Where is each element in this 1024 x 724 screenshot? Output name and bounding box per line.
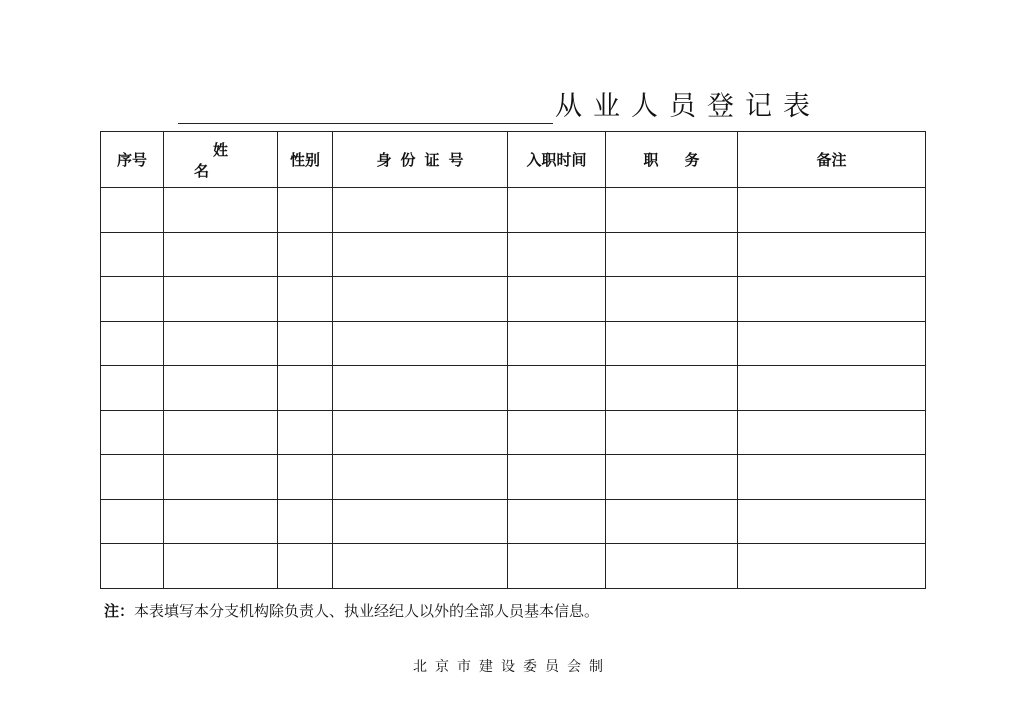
header-remarks: 备注 (738, 132, 926, 188)
cell-id-number[interactable] (333, 410, 508, 455)
header-name: 姓名 (164, 132, 278, 188)
table-row (101, 544, 926, 589)
cell-name[interactable] (164, 499, 278, 544)
table-row (101, 366, 926, 411)
cell-name[interactable] (164, 410, 278, 455)
header-hire-date: 入职时间 (508, 132, 606, 188)
cell-remarks[interactable] (738, 321, 926, 366)
cell-name[interactable] (164, 455, 278, 500)
cell-gender[interactable] (278, 410, 333, 455)
table-row (101, 188, 926, 233)
table-row (101, 277, 926, 322)
cell-remarks[interactable] (738, 455, 926, 500)
cell-name[interactable] (164, 321, 278, 366)
cell-position[interactable] (606, 544, 738, 589)
cell-hire-date[interactable] (508, 544, 606, 589)
note-text: 本表填写本分支机构除负责人、执业经纪人以外的全部人员基本信息。 (134, 602, 600, 620)
cell-remarks[interactable] (738, 232, 926, 277)
cell-name[interactable] (164, 277, 278, 322)
cell-hire-date[interactable] (508, 188, 606, 233)
cell-id-number[interactable] (333, 366, 508, 411)
cell-name[interactable] (164, 188, 278, 233)
cell-id-number[interactable] (333, 277, 508, 322)
cell-remarks[interactable] (738, 499, 926, 544)
cell-seq[interactable] (101, 366, 164, 411)
cell-position[interactable] (606, 188, 738, 233)
form-title: 从业人员登记表 (555, 91, 821, 122)
table-body (101, 188, 926, 589)
cell-gender[interactable] (278, 544, 333, 589)
cell-seq[interactable] (101, 321, 164, 366)
cell-hire-date[interactable] (508, 366, 606, 411)
cell-seq[interactable] (101, 410, 164, 455)
registration-table (100, 131, 926, 589)
cell-gender[interactable] (278, 366, 333, 411)
cell-gender[interactable] (278, 232, 333, 277)
header-position: 职务 (606, 132, 738, 188)
cell-id-number[interactable] (333, 232, 508, 277)
cell-hire-date[interactable] (508, 499, 606, 544)
header-seq: 序号 (101, 132, 164, 188)
cell-gender[interactable] (278, 188, 333, 233)
table-header-row (101, 132, 926, 188)
cell-hire-date[interactable] (508, 455, 606, 500)
cell-id-number[interactable] (333, 544, 508, 589)
table-row (101, 321, 926, 366)
form-title-row (178, 84, 821, 124)
cell-position[interactable] (606, 499, 738, 544)
cell-remarks[interactable] (738, 366, 926, 411)
table-row (101, 232, 926, 277)
cell-seq[interactable] (101, 544, 164, 589)
form-note (104, 601, 599, 621)
organization-name-blank[interactable] (178, 89, 553, 124)
table-row (101, 410, 926, 455)
cell-position[interactable] (606, 232, 738, 277)
cell-remarks[interactable] (738, 188, 926, 233)
cell-hire-date[interactable] (508, 410, 606, 455)
cell-name[interactable] (164, 232, 278, 277)
cell-id-number[interactable] (333, 499, 508, 544)
cell-id-number[interactable] (333, 188, 508, 233)
note-label: 注： (104, 602, 135, 620)
cell-id-number[interactable] (333, 455, 508, 500)
cell-seq[interactable] (101, 455, 164, 500)
cell-name[interactable] (164, 544, 278, 589)
cell-seq[interactable] (101, 232, 164, 277)
issuer-footer: 北京市建设委员会制 (413, 659, 611, 675)
cell-position[interactable] (606, 410, 738, 455)
header-id-number: 身份证号 (333, 132, 508, 188)
cell-remarks[interactable] (738, 410, 926, 455)
cell-position[interactable] (606, 277, 738, 322)
cell-position[interactable] (606, 321, 738, 366)
cell-id-number[interactable] (333, 321, 508, 366)
cell-hire-date[interactable] (508, 277, 606, 322)
header-gender: 性别 (278, 132, 333, 188)
cell-name[interactable] (164, 366, 278, 411)
cell-hire-date[interactable] (508, 232, 606, 277)
cell-position[interactable] (606, 366, 738, 411)
cell-remarks[interactable] (738, 544, 926, 589)
table-row (101, 499, 926, 544)
table-row (101, 455, 926, 500)
cell-gender[interactable] (278, 277, 333, 322)
cell-seq[interactable] (101, 499, 164, 544)
cell-gender[interactable] (278, 499, 333, 544)
cell-seq[interactable] (101, 188, 164, 233)
cell-hire-date[interactable] (508, 321, 606, 366)
cell-gender[interactable] (278, 321, 333, 366)
cell-position[interactable] (606, 455, 738, 500)
cell-gender[interactable] (278, 455, 333, 500)
cell-remarks[interactable] (738, 277, 926, 322)
cell-seq[interactable] (101, 277, 164, 322)
